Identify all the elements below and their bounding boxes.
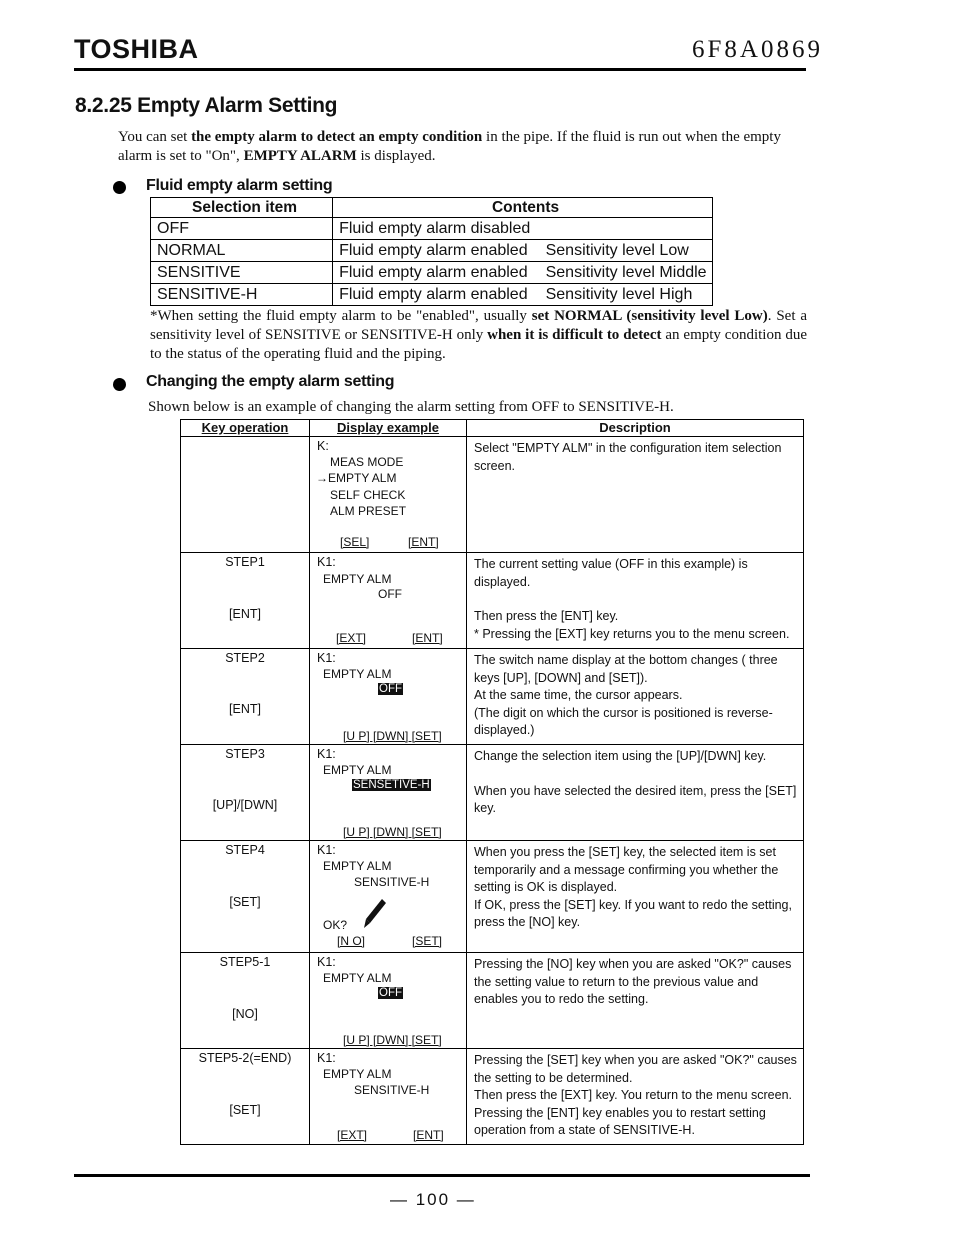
changing-heading: Changing the empty alarm setting <box>146 373 395 390</box>
key-label: [NO] <box>232 1007 258 1021</box>
display-line: SENSITIVE-H <box>354 1083 430 1097</box>
intro-text: is displayed. <box>356 148 436 164</box>
table-header-row <box>151 198 713 218</box>
column-header: Description <box>467 420 804 437</box>
key-label: [ENT] <box>229 702 261 716</box>
display-line: EMPTY ALM <box>323 971 392 985</box>
changing-intro: Shown below is an example of changing the alarm setting from OFF to SENSITIVE-H. <box>148 399 674 415</box>
key-operation-cell <box>181 1049 310 1145</box>
display-line: EMPTY ALM <box>323 859 392 873</box>
pencil-icon <box>364 899 386 929</box>
step-label: STEP5-2(=END) <box>198 1051 292 1065</box>
column-header <box>181 420 310 437</box>
softkey-label: [ENT] <box>408 535 439 549</box>
table-row <box>181 841 804 953</box>
note-star: * <box>150 308 158 324</box>
fluid-setting-heading: Fluid empty alarm setting <box>146 177 333 194</box>
key-operation-cell <box>181 649 310 745</box>
description-text: When you have selected the desired item, press the [SET] key. <box>474 783 797 815</box>
softkey-label: [EXT] <box>336 631 367 645</box>
display-example-cell <box>310 649 467 745</box>
display-line: EMPTY ALM <box>323 1067 392 1081</box>
display-example-cell <box>310 553 467 649</box>
bullet-icon <box>113 378 126 391</box>
display-example-cell <box>310 953 467 1049</box>
display-line: SELF CHECK <box>330 488 406 502</box>
note-bold-text: set NORMAL (sensitivity level Low) <box>531 308 768 324</box>
note-text: When setting the fluid empty alarm to be "enabled", usually <box>157 308 532 324</box>
bullet-icon <box>113 181 126 194</box>
softkey-label: [U P] [DWN] [SET] <box>343 729 442 743</box>
key-label: [SET] <box>229 895 261 909</box>
note-bold-text: when it is difficult to detect <box>487 327 662 343</box>
softkey-label: [SEL] <box>340 535 370 549</box>
procedure-table <box>180 419 804 1145</box>
intro-bold-text: EMPTY ALARM <box>243 148 357 164</box>
cursor-highlight: OFF <box>379 683 402 695</box>
step-label: STEP5-1 <box>219 955 271 969</box>
description-cell <box>467 437 804 553</box>
column-header-text: Display example <box>337 420 439 435</box>
display-example-cell <box>310 437 467 553</box>
brand-logo: TOSHIBA <box>74 34 199 64</box>
display-line: EMPTY ALM <box>323 667 392 681</box>
table-row <box>151 218 713 240</box>
display-line: →EMPTY ALM <box>316 471 397 485</box>
softkey-label: [SET] <box>412 934 443 948</box>
selection-item: NORMAL <box>151 240 333 262</box>
display-line: K1: <box>317 843 336 857</box>
intro-text: You can set <box>118 129 192 145</box>
description-text: Select "EMPTY ALM" in the configuration item selection screen. <box>474 441 782 473</box>
display-line: K1: <box>317 747 336 761</box>
display-line: K: <box>317 439 329 453</box>
intro-text: in the pipe. If the fluid is run out when the empty alarm is set to "On", <box>118 129 781 164</box>
table-row <box>151 262 713 284</box>
display-line: EMPTY ALM <box>323 572 392 586</box>
description-text: Pressing the [SET] key when you are asked "OK?" causes the setting to be determined. <box>474 1053 797 1085</box>
display-line: K1: <box>317 1051 336 1065</box>
sensitivity-text: Sensitivity level Low <box>545 241 689 259</box>
description-text: Pressing the [NO] key when you are asked "OK?" causes the setting value to return to the previous value and enables you to redo the setting. <box>474 957 792 1006</box>
description-cell <box>467 1049 804 1145</box>
step-label: STEP2 <box>225 651 265 665</box>
key-label: [SET] <box>229 1103 261 1117</box>
footer-divider <box>74 1174 810 1177</box>
description-cell <box>467 553 804 649</box>
description-text: At the same time, the cursor appears. <box>474 688 683 702</box>
display-line: EMPTY ALM <box>323 763 392 777</box>
table-row <box>181 1049 804 1145</box>
description-cell <box>467 745 804 841</box>
display-line: OFF <box>378 587 402 601</box>
step-label: STEP3 <box>225 747 265 761</box>
contents-text: Fluid empty alarm disabled <box>339 219 531 237</box>
display-line: OK? <box>323 918 348 932</box>
page-number: — 100 — <box>390 1190 476 1209</box>
display-example-cell <box>310 745 467 841</box>
display-line: SENSITIVE-H <box>354 875 430 889</box>
contents-text: Fluid empty alarm enabled <box>339 263 528 281</box>
contents-cell <box>333 240 713 262</box>
softkey-label: [U P] [DWN] [SET] <box>343 825 442 839</box>
description-text: If OK, press the [SET] key. If you want to redo the setting, press the [NO] key. <box>474 897 792 929</box>
table-row <box>181 745 804 841</box>
key-operation-cell <box>181 841 310 953</box>
description-text: Pressing the [ENT] key enables you to restart setting operation from a state of SENSITIVE-H. <box>474 1105 766 1137</box>
display-example-cell <box>310 1049 467 1145</box>
key-operation-cell <box>181 437 310 553</box>
setting-note <box>150 307 807 364</box>
selection-item: SENSITIVE <box>151 262 333 284</box>
description-cell <box>467 649 804 745</box>
display-example-cell <box>310 841 467 953</box>
column-header <box>310 420 467 437</box>
intro-bold-text: the empty alarm to detect an empty condition <box>191 129 483 145</box>
description-text: * Pressing the [EXT] key returns you to the menu screen. <box>474 626 790 641</box>
description-cell <box>467 953 804 1049</box>
selection-item: SENSITIVE-H <box>151 284 333 306</box>
key-operation-cell <box>181 745 310 841</box>
contents-cell <box>333 262 713 284</box>
display-line: ALM PRESET <box>330 504 407 518</box>
note-text: . Set a sensitivity level of SENSITIVE or SENSITIVE-H only <box>150 308 807 343</box>
description-cell <box>467 841 804 953</box>
contents-text: Fluid empty alarm enabled <box>339 241 528 259</box>
softkey-label: [ENT] <box>412 631 443 645</box>
step-label: STEP1 <box>225 555 265 569</box>
sensitivity-text: Sensitivity level High <box>545 285 693 303</box>
display-line: K1: <box>317 955 336 969</box>
softkey-label: [U P] [DWN] [SET] <box>343 1033 442 1047</box>
display-line: MEAS MODE <box>330 455 404 469</box>
fluid-setting-table <box>150 197 713 306</box>
display-line: K1: <box>317 555 336 569</box>
table-row <box>151 240 713 262</box>
section-title: 8.2.25 Empty Alarm Setting <box>75 94 338 117</box>
intro-paragraph <box>118 128 808 166</box>
description-text: When you press the [SET] key, the selected item is set temporarily and a message confirming you whether the setting is OK is displayed. <box>474 845 779 894</box>
note-text: an empty condition due to the status of the operating fluid and the piping. <box>150 327 807 362</box>
key-label: [UP]/[DWN] <box>212 798 278 812</box>
softkey-label: [N O] <box>337 934 366 948</box>
column-header: Selection item <box>151 198 333 218</box>
table-row <box>181 437 804 553</box>
table-row <box>181 953 804 1049</box>
sensitivity-text: Sensitivity level Middle <box>545 263 707 281</box>
description-text: (The digit on which the cursor is positioned is reverse-displayed.) <box>474 705 773 737</box>
key-operation-cell <box>181 553 310 649</box>
column-header-text: Key operation <box>201 420 289 435</box>
contents-cell <box>333 218 713 240</box>
description-text: Change the selection item using the [UP]/[DWN] key. <box>474 749 767 763</box>
display-line: K1: <box>317 651 336 665</box>
key-operation-cell <box>181 953 310 1049</box>
cursor-highlight: OFF <box>379 987 402 999</box>
column-header: Contents <box>333 198 713 218</box>
header-divider <box>74 68 806 71</box>
contents-text: Fluid empty alarm enabled <box>339 285 528 303</box>
description-text: Then press the [EXT] key. You return to the menu screen. <box>474 1088 792 1102</box>
step-label: STEP4 <box>225 843 265 857</box>
cursor-highlight: SENSETIVE-H <box>353 779 430 791</box>
description-text: The current setting value (OFF in this example) is displayed. <box>474 557 748 589</box>
description-text: Then press the [ENT] key. <box>474 609 619 623</box>
table-header-row <box>181 420 804 437</box>
description-text: The switch name display at the bottom changes ( three keys [UP], [DOWN] and [SET]). <box>474 653 778 685</box>
selection-item: OFF <box>151 218 333 240</box>
document-number: 6F8A0869 <box>692 36 823 63</box>
key-label: [ENT] <box>229 607 261 621</box>
contents-cell <box>333 284 713 306</box>
softkey-label: [EXT] <box>337 1128 368 1142</box>
table-row <box>151 284 713 306</box>
table-row <box>181 553 804 649</box>
softkey-label: [ENT] <box>413 1128 444 1142</box>
table-row <box>181 649 804 745</box>
